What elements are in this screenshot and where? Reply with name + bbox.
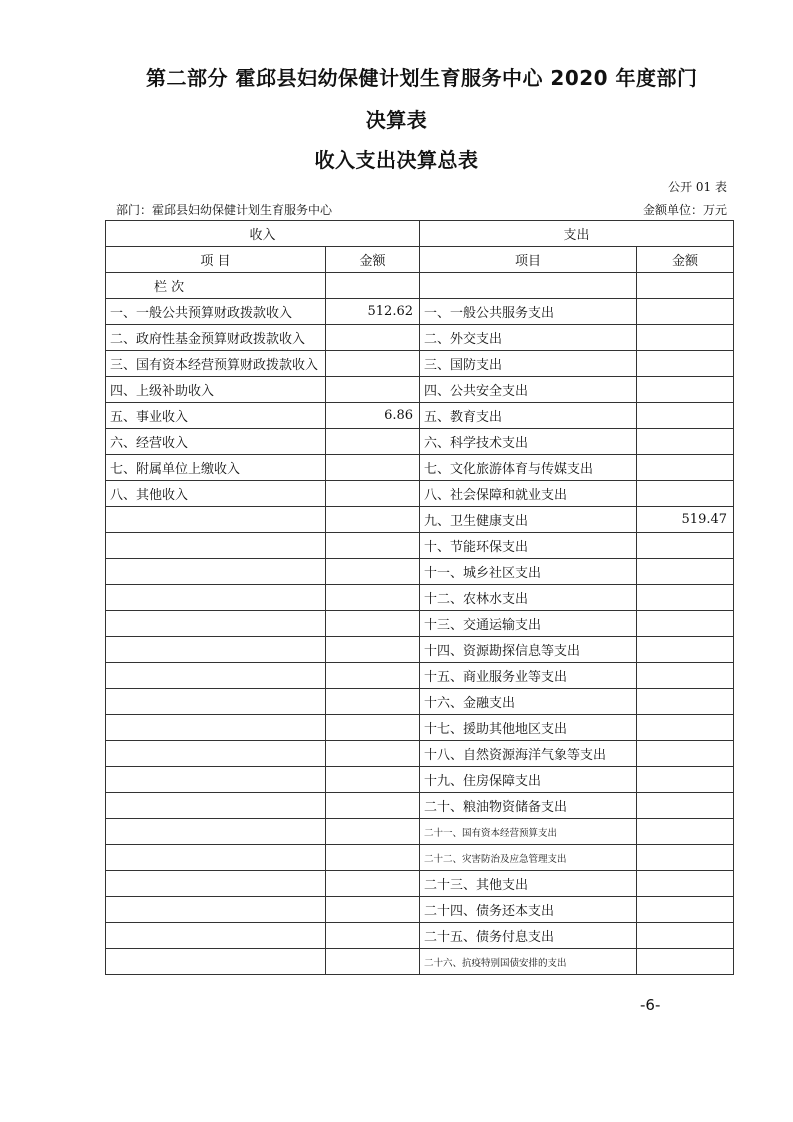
expense-amount-cell: [637, 481, 734, 507]
table-row: [106, 533, 734, 559]
income-amount-cell: [326, 559, 420, 585]
expense-amount-cell: [637, 585, 734, 611]
page-number: -6-: [640, 996, 661, 1014]
expense-amount-cell: [637, 949, 734, 975]
table-row: [106, 585, 734, 611]
expense-item-header: 项目: [420, 247, 637, 273]
table-row: [106, 741, 734, 767]
expense-amount-cell: [637, 845, 734, 871]
income-amount-cell: [326, 767, 420, 793]
income-amount-cell: [326, 689, 420, 715]
expense-item-cell: 二十一、国有资本经营预算支出: [420, 819, 637, 845]
expense-item-cell: 八、社会保障和就业支出: [420, 481, 637, 507]
table-row: [106, 351, 734, 377]
expense-item-cell: 六、科学技术支出: [420, 429, 637, 455]
expense-item-cell: 十一、城乡社区支出: [420, 559, 637, 585]
expense-item-cell: 二、外交支出: [420, 325, 637, 351]
expense-item-cell: 十、节能环保支出: [420, 533, 637, 559]
expense-amount-cell: [637, 715, 734, 741]
expense-item-cell: 十五、商业服务业等支出: [420, 663, 637, 689]
expense-amount-cell: [637, 767, 734, 793]
expense-item-cell: 五、教育支出: [420, 403, 637, 429]
table-row: [106, 481, 734, 507]
expense-amount-cell: [637, 637, 734, 663]
income-item-cell: 六、经营收入: [106, 429, 326, 455]
expense-item-cell: 七、文化旅游体育与传媒支出: [420, 455, 637, 481]
expense-amount-cell: [637, 663, 734, 689]
income-amount-cell: [326, 455, 420, 481]
income-item-cell: 七、附属单位上缴收入: [106, 455, 326, 481]
expense-amount-cell: [637, 377, 734, 403]
row-label-row: [106, 273, 734, 299]
income-item-cell: [106, 845, 326, 871]
income-amount-cell: [326, 377, 420, 403]
expense-amount-cell: 519.47: [637, 507, 734, 533]
income-amount-cell: [326, 845, 420, 871]
income-amount-cell: [326, 741, 420, 767]
unit-label: 金额单位：万元: [642, 203, 727, 217]
income-item-cell: [106, 689, 326, 715]
expense-amount-cell: [637, 611, 734, 637]
income-amount-cell: [326, 819, 420, 845]
expense-item-cell: 二十二、灾害防治及应急管理支出: [420, 845, 637, 871]
expense-item-cell: 十八、自然资源海洋气象等支出: [420, 741, 637, 767]
expense-item-cell: 十三、交通运输支出: [420, 611, 637, 637]
income-amount-cell: 6.86: [326, 403, 420, 429]
table-row: [106, 949, 734, 975]
expense-amount-cell: [637, 819, 734, 845]
income-item-header: 项 目: [106, 247, 326, 273]
table-row: [106, 897, 734, 923]
table-row: [106, 663, 734, 689]
page-title-line1: 第二部分 霍邱县妇幼保健计划生育服务中心 2020 年度部门: [146, 66, 698, 90]
income-item-cell: [106, 949, 326, 975]
department-label: 部门：霍邱县妇幼保健计划生育服务中心: [116, 203, 333, 217]
expense-item-cell: 四、公共安全支出: [420, 377, 637, 403]
income-expense-table: [105, 220, 734, 975]
income-item-cell: [106, 559, 326, 585]
table-row: [106, 403, 734, 429]
table-row: [106, 767, 734, 793]
expense-amount-cell: [637, 793, 734, 819]
income-item-cell: [106, 793, 326, 819]
empty-cell: [420, 273, 637, 299]
expense-amount-header: 金额: [637, 247, 734, 273]
income-item-cell: 四、上级补助收入: [106, 377, 326, 403]
expense-amount-cell: [637, 533, 734, 559]
income-amount-header: 金额: [326, 247, 420, 273]
income-amount-cell: 512.62: [326, 299, 420, 325]
table-row: [106, 845, 734, 871]
income-amount-cell: [326, 637, 420, 663]
expense-item-cell: 十九、住房保障支出: [420, 767, 637, 793]
income-item-cell: [106, 741, 326, 767]
row-label: 栏 次: [106, 273, 326, 299]
table-row: [106, 299, 734, 325]
income-item-cell: [106, 767, 326, 793]
income-item-cell: [106, 871, 326, 897]
income-amount-cell: [326, 325, 420, 351]
income-item-cell: 三、国有资本经营预算财政拨款收入: [106, 351, 326, 377]
income-amount-cell: [326, 949, 420, 975]
income-amount-cell: [326, 481, 420, 507]
table-row: [106, 377, 734, 403]
income-item-cell: [106, 585, 326, 611]
income-amount-cell: [326, 923, 420, 949]
expense-amount-cell: [637, 559, 734, 585]
income-item-cell: [106, 611, 326, 637]
expense-item-cell: 十六、金融支出: [420, 689, 637, 715]
table-title: 收入支出决算总表: [314, 148, 479, 172]
income-amount-cell: [326, 507, 420, 533]
income-amount-cell: [326, 585, 420, 611]
expense-amount-cell: [637, 299, 734, 325]
expense-item-cell: 十四、资源勘探信息等支出: [420, 637, 637, 663]
empty-cell: [637, 273, 734, 299]
income-amount-cell: [326, 429, 420, 455]
expense-header: 支出: [420, 221, 734, 247]
table-row: [106, 715, 734, 741]
income-item-cell: [106, 897, 326, 923]
income-amount-cell: [326, 793, 420, 819]
table-row: [106, 325, 734, 351]
expense-amount-cell: [637, 351, 734, 377]
income-item-cell: 八、其他收入: [106, 481, 326, 507]
expense-item-cell: 十七、援助其他地区支出: [420, 715, 637, 741]
income-item-cell: [106, 663, 326, 689]
income-item-cell: 二、政府性基金预算财政拨款收入: [106, 325, 326, 351]
table-row: [106, 819, 734, 845]
expense-amount-cell: [637, 689, 734, 715]
table-row: [106, 559, 734, 585]
income-header: 收入: [106, 221, 420, 247]
expense-amount-cell: [637, 923, 734, 949]
expense-amount-cell: [637, 871, 734, 897]
table-row: [106, 507, 734, 533]
page-title-line2: 决算表: [365, 108, 428, 132]
group-header-row: [106, 221, 734, 247]
income-item-cell: [106, 533, 326, 559]
income-item-cell: [106, 715, 326, 741]
table-row: [106, 637, 734, 663]
table-row: [106, 923, 734, 949]
expense-item-cell: 三、国防支出: [420, 351, 637, 377]
expense-item-cell: 二十、粮油物资储备支出: [420, 793, 637, 819]
income-amount-cell: [326, 351, 420, 377]
expense-item-cell: 二十五、债务付息支出: [420, 923, 637, 949]
expense-amount-cell: [637, 403, 734, 429]
table-row: [106, 793, 734, 819]
expense-amount-cell: [637, 429, 734, 455]
income-amount-cell: [326, 611, 420, 637]
income-item-cell: 一、一般公共预算财政拨款收入: [106, 299, 326, 325]
expense-amount-cell: [637, 897, 734, 923]
column-header-row: [106, 247, 734, 273]
income-item-cell: [106, 507, 326, 533]
income-amount-cell: [326, 715, 420, 741]
income-amount-cell: [326, 871, 420, 897]
expense-amount-cell: [637, 455, 734, 481]
empty-cell: [326, 273, 420, 299]
income-item-cell: [106, 637, 326, 663]
income-amount-cell: [326, 533, 420, 559]
income-amount-cell: [326, 663, 420, 689]
table-row: [106, 689, 734, 715]
table-row: [106, 871, 734, 897]
expense-item-cell: 二十四、债务还本支出: [420, 897, 637, 923]
expense-item-cell: 十二、农林水支出: [420, 585, 637, 611]
income-amount-cell: [326, 897, 420, 923]
expense-item-cell: 二十六、抗疫特别国债安排的支出: [420, 949, 637, 975]
table-row: [106, 429, 734, 455]
table-row: [106, 611, 734, 637]
form-number: 公开 01 表: [668, 180, 727, 194]
income-item-cell: 五、事业收入: [106, 403, 326, 429]
expense-amount-cell: [637, 325, 734, 351]
expense-item-cell: 二十三、其他支出: [420, 871, 637, 897]
table-row: [106, 455, 734, 481]
expense-amount-cell: [637, 741, 734, 767]
expense-item-cell: 一、一般公共服务支出: [420, 299, 637, 325]
income-item-cell: [106, 819, 326, 845]
expense-item-cell: 九、卫生健康支出: [420, 507, 637, 533]
income-item-cell: [106, 923, 326, 949]
